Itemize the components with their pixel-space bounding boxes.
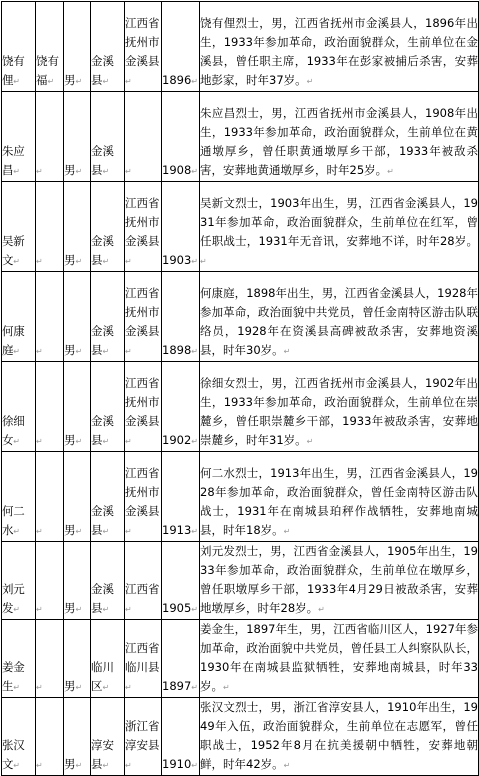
biography-text: 饶有俚烈士，男，江西省抚州市金溪县人，1896年出生，1933年参加革命，政治面貌群众，生前单位在金溪县，曾任职主席，1933年在彭家被捕后杀害，安葬地彭家，时年37岁。 — [200, 16, 478, 87]
birthplace-text: 浙江省淳安县 — [125, 719, 160, 752]
county-cell — [91, 698, 125, 776]
paragraph-mark-icon: ↵ — [75, 761, 83, 770]
paragraph-mark-icon: ↵ — [191, 167, 198, 176]
table-row — [2, 698, 479, 776]
biography-text: 何康庭，1898年出生，男，江西省金溪县人，1928年参加革命，政治面貌中共党员，曾任金南特区游击队联络员，1928年在资溪县高碑被敌杀害，安葬地资溪县，时年30岁。 — [200, 286, 478, 357]
paragraph-mark-icon: ↵ — [102, 527, 110, 536]
birthplace-cell — [125, 542, 162, 620]
paragraph-mark-icon: ↵ — [36, 347, 43, 356]
county-cell — [91, 362, 125, 452]
birth-year-cell — [162, 452, 200, 542]
paragraph-mark-icon: ↵ — [125, 167, 132, 176]
paragraph-mark-icon: ↵ — [75, 683, 83, 692]
biography-cell — [200, 2, 479, 92]
alias-cell — [36, 362, 64, 452]
paragraph-mark-icon: ↵ — [125, 347, 132, 356]
paragraph-mark-icon: ↵ — [36, 683, 43, 692]
paragraph-mark-icon: ↵ — [13, 761, 20, 770]
county-text: 金溪县 — [91, 324, 114, 357]
paragraph-mark-icon: ↵ — [223, 683, 230, 692]
paragraph-mark-icon: ↵ — [102, 761, 110, 770]
martyr-name-text: 朱应昌 — [2, 144, 25, 177]
paragraph-mark-icon: ↵ — [191, 437, 198, 446]
birth-year-text: 1902 — [162, 433, 192, 447]
table-row — [2, 182, 479, 272]
paragraph-mark-icon: ↵ — [191, 77, 198, 86]
paragraph-mark-icon: ↵ — [13, 605, 20, 614]
paragraph-mark-icon: ↵ — [125, 257, 132, 266]
paragraph-mark-icon: ↵ — [75, 437, 83, 446]
birth-year-text: 1908 — [162, 163, 192, 177]
table-row — [2, 2, 479, 92]
martyr-name-text: 何康庭 — [2, 324, 25, 357]
county-cell — [91, 2, 125, 92]
paragraph-mark-icon: ↵ — [36, 167, 43, 176]
biography-text: 姜金生，1897年生，男，江西省临川区人，1927年参加革命，政治面貌中共党员，曾任县工人纠察队队长，1930年在南城县监狱牺牲，安葬地南城县，时年33岁。 — [200, 622, 478, 693]
sex-cell — [64, 452, 91, 542]
paragraph-mark-icon: ↵ — [102, 605, 110, 614]
alias-text: 饶有福 — [36, 54, 59, 87]
birth-year-cell — [162, 2, 200, 92]
martyrs-table — [1, 1, 479, 776]
paragraph-mark-icon: ↵ — [75, 257, 83, 266]
paragraph-mark-icon: ↵ — [200, 257, 207, 266]
table-row — [2, 620, 479, 698]
martyr-name-text: 吴新文 — [2, 234, 25, 267]
birthplace-cell — [125, 272, 162, 362]
birthplace-text: 江西省抚州市金溪县 — [125, 16, 160, 68]
martyr-name-text: 刘元发 — [2, 582, 25, 615]
paragraph-mark-icon: ↵ — [125, 77, 132, 86]
paragraph-mark-icon: ↵ — [75, 347, 83, 356]
martyr-name-cell — [2, 452, 36, 542]
birth-year-text: 1910 — [162, 757, 192, 771]
biography-cell — [200, 542, 479, 620]
sex-text: 男 — [64, 433, 76, 447]
birth-year-text: 1898 — [162, 343, 192, 357]
paragraph-mark-icon: ↵ — [191, 683, 198, 692]
birthplace-cell — [125, 452, 162, 542]
paragraph-mark-icon: ↵ — [13, 77, 20, 86]
county-cell — [91, 272, 125, 362]
county-cell — [91, 542, 125, 620]
sex-cell — [64, 272, 91, 362]
paragraph-mark-icon: ↵ — [318, 605, 325, 614]
sex-text: 男 — [64, 73, 76, 87]
martyr-name-text: 姜金生 — [2, 660, 25, 693]
biography-cell — [200, 620, 479, 698]
table-row — [2, 542, 479, 620]
martyr-name-cell — [2, 2, 36, 92]
sex-text: 男 — [64, 253, 76, 267]
paragraph-mark-icon: ↵ — [36, 527, 43, 536]
martyr-name-cell — [2, 182, 36, 272]
paragraph-mark-icon: ↵ — [75, 605, 83, 614]
paragraph-mark-icon: ↵ — [283, 527, 291, 536]
paragraph-mark-icon: ↵ — [75, 167, 83, 176]
birthplace-text: 江西省抚州市金溪县 — [125, 196, 160, 248]
martyr-name-cell — [2, 620, 36, 698]
birthplace-cell — [125, 698, 162, 776]
birthplace-text: 江西省抚州市金溪县 — [125, 466, 160, 518]
biography-cell — [200, 698, 479, 776]
sex-cell — [64, 698, 91, 776]
paragraph-mark-icon: ↵ — [125, 605, 132, 614]
paragraph-mark-icon: ↵ — [13, 347, 20, 356]
county-cell — [91, 452, 125, 542]
birthplace-text: 江西省抚州市金溪县 — [125, 376, 160, 428]
paragraph-mark-icon: ↵ — [125, 437, 132, 446]
biography-text: 徐细女烈士，男，江西省抚州市金溪县人，1902年出生，1933年参加革命，政治面貌群众，生前单位在崇麓乡，曾任职崇麓乡干部，1933年被敌杀害，安葬地崇麓乡，时年31岁。 — [200, 376, 478, 447]
paragraph-mark-icon: ↵ — [102, 77, 110, 86]
alias-cell — [36, 452, 64, 542]
county-cell — [91, 620, 125, 698]
paragraph-mark-icon: ↵ — [75, 77, 83, 86]
birth-year-cell — [162, 272, 200, 362]
sex-cell — [64, 2, 91, 92]
paragraph-mark-icon: ↵ — [13, 257, 20, 266]
martyr-name-cell — [2, 542, 36, 620]
birth-year-cell — [162, 698, 200, 776]
paragraph-mark-icon: ↵ — [13, 167, 20, 176]
paragraph-mark-icon: ↵ — [191, 527, 198, 536]
paragraph-mark-icon: ↵ — [191, 605, 198, 614]
county-cell — [91, 182, 125, 272]
county-text: 金溪县 — [91, 414, 114, 447]
county-text: 金溪县 — [91, 54, 114, 87]
paragraph-mark-icon: ↵ — [13, 683, 20, 692]
county-text: 金溪县 — [91, 144, 114, 177]
paragraph-mark-icon: ↵ — [102, 257, 110, 266]
paragraph-mark-icon: ↵ — [36, 257, 43, 266]
martyr-name-cell — [2, 92, 36, 182]
sex-cell — [64, 92, 91, 182]
county-text: 淳安县 — [91, 738, 114, 771]
paragraph-mark-icon: ↵ — [125, 527, 132, 536]
alias-cell — [36, 542, 64, 620]
martyr-name-text: 徐细女 — [2, 414, 25, 447]
alias-cell — [36, 92, 64, 182]
birth-year-text: 1913 — [162, 523, 192, 537]
biography-cell — [200, 92, 479, 182]
county-text: 金溪县 — [91, 504, 114, 537]
birth-year-text: 1896 — [162, 73, 192, 87]
martyr-name-text: 饶有俚 — [2, 54, 25, 87]
sex-text: 男 — [64, 523, 76, 537]
birthplace-text: 江西省临川县 — [125, 641, 160, 674]
paragraph-mark-icon: ↵ — [102, 167, 110, 176]
martyr-name-cell — [2, 272, 36, 362]
alias-cell — [36, 620, 64, 698]
paragraph-mark-icon: ↵ — [306, 437, 314, 446]
paragraph-mark-icon: ↵ — [36, 605, 43, 614]
paragraph-mark-icon: ↵ — [13, 527, 20, 536]
biography-cell — [200, 182, 479, 272]
birthplace-cell — [125, 182, 162, 272]
martyr-name-cell — [2, 698, 36, 776]
paragraph-mark-icon: ↵ — [102, 347, 110, 356]
county-text: 临川区 — [91, 660, 114, 693]
county-text: 金溪县 — [91, 234, 114, 267]
paragraph-mark-icon: ↵ — [125, 683, 132, 692]
birthplace-cell — [125, 2, 162, 92]
sex-text: 男 — [64, 163, 76, 177]
biography-text: 吴新文烈士，1903年出生，男，江西省金溪县人，1931年参加革命，政治面貌群众，生前单位在红军，曾任职战士，1931年无音讯，安葬地不详，时年28岁。 — [200, 196, 478, 248]
martyr-name-cell — [2, 362, 36, 452]
paragraph-mark-icon: ↵ — [283, 347, 291, 356]
sex-cell — [64, 362, 91, 452]
paragraph-mark-icon: ↵ — [47, 77, 55, 86]
paragraph-mark-icon: ↵ — [102, 683, 110, 692]
sex-text: 男 — [64, 343, 76, 357]
biography-text: 朱应昌烈士，男，江西省抚州市金溪县人，1908年出生，1933年参加革命，政治面貌群众，生前单位在黄通墩厚乡，曾任职黄通墩厚乡干部，1933年被敌杀害，安葬地黄通墩厚乡，时年25岁。 — [200, 106, 478, 177]
biography-cell — [200, 272, 479, 362]
sex-cell — [64, 182, 91, 272]
birth-year-cell — [162, 542, 200, 620]
birth-year-text: 1897 — [162, 679, 192, 693]
sex-text: 男 — [64, 757, 76, 771]
martyr-name-text: 何二水 — [2, 504, 25, 537]
paragraph-mark-icon: ↵ — [283, 761, 291, 770]
birth-year-text: 1905 — [162, 601, 192, 615]
alias-cell — [36, 272, 64, 362]
sex-text: 男 — [64, 679, 76, 693]
paragraph-mark-icon: ↵ — [13, 437, 20, 446]
birth-year-text: 1903 — [162, 253, 192, 267]
paragraph-mark-icon: ↵ — [75, 527, 83, 536]
county-cell — [91, 92, 125, 182]
biography-text: 张汉文烈士，男，浙江省淳安县人，1910年出生，1949年入伍，政治面貌群众，生前单位在志愿军，曾任职战士，1952年8月在抗美援朝中牺牲，安葬地朝鲜，时年42岁。 — [200, 700, 478, 771]
sex-cell — [64, 542, 91, 620]
paragraph-mark-icon: ↵ — [191, 347, 198, 356]
biography-text: 刘元发烈士，男，江西省金溪县人，1905年出生，1933年参加革命，政治面貌群众，生前单位在墩厚乡，曾任职墩厚乡干部，1933年4月29日被敌杀害，安葬地墩厚乡，时年28岁。 — [200, 544, 478, 615]
paragraph-mark-icon: ↵ — [191, 761, 198, 770]
sex-cell — [64, 620, 91, 698]
birthplace-text: 江西省 — [125, 582, 160, 596]
paragraph-mark-icon: ↵ — [191, 257, 198, 266]
birth-year-cell — [162, 620, 200, 698]
birthplace-cell — [125, 92, 162, 182]
birthplace-text: 江西省抚州市金溪县 — [125, 286, 160, 338]
paragraph-mark-icon: ↵ — [36, 437, 43, 446]
county-text: 金溪县 — [91, 582, 114, 615]
birth-year-cell — [162, 92, 200, 182]
table-row — [2, 362, 479, 452]
table-row — [2, 272, 479, 362]
alias-cell — [36, 2, 64, 92]
birthplace-cell — [125, 620, 162, 698]
sex-text: 男 — [64, 601, 76, 615]
biography-cell — [200, 452, 479, 542]
paragraph-mark-icon: ↵ — [102, 437, 110, 446]
paragraph-mark-icon: ↵ — [387, 167, 394, 176]
martyr-name-text: 张汉文 — [2, 738, 25, 771]
birth-year-cell — [162, 362, 200, 452]
paragraph-mark-icon: ↵ — [306, 77, 314, 86]
biography-text: 何二水烈士，1913年出生，男，江西省金溪县人，1928年参加革命，政治面貌群众，曾任金南特区游击队战士，1931年在南城县珀秤作战牺牲，安葬地南城县，时年18岁。 — [200, 466, 478, 537]
paragraph-mark-icon: ↵ — [36, 761, 43, 770]
table-row — [2, 452, 479, 542]
birth-year-cell — [162, 182, 200, 272]
biography-cell — [200, 362, 479, 452]
table-row — [2, 92, 479, 182]
alias-cell — [36, 698, 64, 776]
table-body — [2, 2, 479, 776]
paragraph-mark-icon: ↵ — [125, 761, 132, 770]
birthplace-cell — [125, 362, 162, 452]
alias-cell — [36, 182, 64, 272]
